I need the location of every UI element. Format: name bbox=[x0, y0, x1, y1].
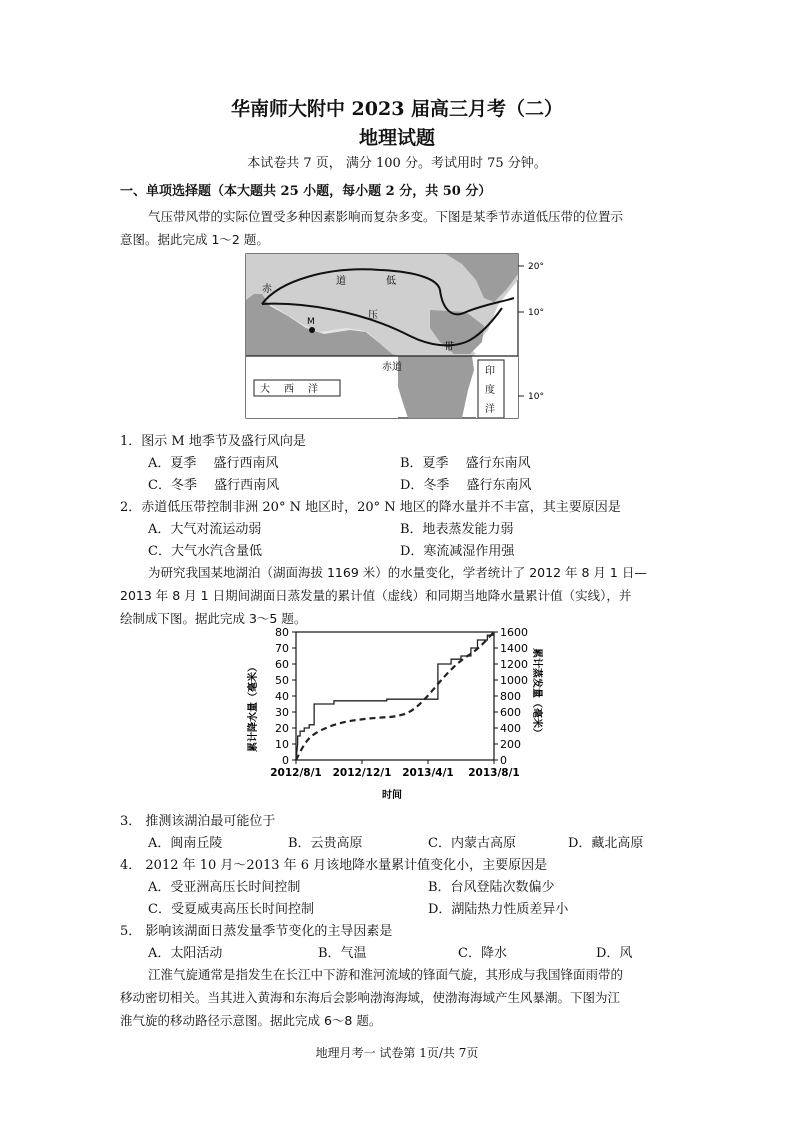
lat-20-label: 20° bbox=[528, 262, 544, 272]
y2-axis-title: 累计蒸发量（毫米） bbox=[531, 648, 542, 738]
q3-option-a[interactable]: A．闽南丘陵 bbox=[148, 836, 223, 851]
intro3-line3: 淮气旋的移动路径示意图。据此完成 6～8 题。 bbox=[120, 1013, 382, 1028]
intro2-line3: 绘制成下图。据此完成 3～5 题。 bbox=[120, 611, 307, 626]
q5-option-a[interactable]: A．太阳活动 bbox=[148, 946, 223, 961]
q3-option-d[interactable]: D．藏北高原 bbox=[568, 836, 644, 851]
belt-label-3: 低 bbox=[386, 276, 396, 287]
point-m-label: M bbox=[307, 317, 315, 327]
equator-label: 赤道 bbox=[382, 362, 402, 373]
indian-label-1: 印 bbox=[485, 366, 495, 377]
q4-option-b[interactable]: B．台风登陆次数偏少 bbox=[428, 880, 555, 895]
q4-option-d[interactable]: D．湖陆热力性质差异小 bbox=[428, 902, 569, 917]
equatorial-low-map bbox=[240, 250, 560, 422]
x-tick-label: 2013/8/1 bbox=[468, 767, 520, 779]
y-tick-label: 40 bbox=[275, 690, 289, 703]
x-tick-label: 2013/4/1 bbox=[402, 767, 454, 779]
y2-tick-label: 1600 bbox=[500, 626, 528, 639]
atlantic-label-1: 大 bbox=[260, 384, 270, 395]
y2-tick-label: 1400 bbox=[500, 642, 528, 655]
intro2-line2: 2013 年 8 月 1 日期间湖面日蒸发量的累计值（虚线）和同期当地降水量累计值（实线），并 bbox=[120, 588, 632, 603]
indian-label-2: 度 bbox=[485, 385, 495, 396]
q1-stem: 1．图示 M 地季节及盛行风向是 bbox=[120, 434, 306, 449]
intro3-line1: 江淮气旋通常是指发生在长江中下游和淮河流域的锋面气旋，其形成与我国锋面雨带的 bbox=[148, 967, 624, 982]
q1-option-a[interactable]: A．夏季 盛行西南风 bbox=[148, 456, 279, 471]
q1-option-b[interactable]: B．夏季 盛行东南风 bbox=[400, 456, 531, 471]
intro3-line2: 移动密切相关。当其进入黄海和东海后会影响渤海海域，使渤海海域产生风暴潮。下图为江 bbox=[120, 990, 621, 1005]
y2-tick-label: 1000 bbox=[500, 674, 528, 687]
lake-water-chart bbox=[240, 622, 560, 800]
q4-option-a[interactable]: A．受亚洲高压长时间控制 bbox=[148, 880, 301, 895]
q4-stem: 4． 2012 年 10 月～2013 年 6 月该地降水量累计值变化小，主要原因是 bbox=[120, 858, 548, 873]
q5-stem: 5． 影响该湖面日蒸发量季节变化的主导因素是 bbox=[120, 924, 393, 939]
belt-label-1: 赤 bbox=[262, 284, 272, 295]
y-tick-label: 60 bbox=[275, 658, 289, 671]
y-tick-label: 0 bbox=[282, 754, 289, 767]
atlantic-label-2: 西 bbox=[284, 384, 294, 395]
q3-stem: 3． 推测该湖泊最可能位于 bbox=[120, 814, 276, 829]
y2-tick-label: 0 bbox=[500, 754, 507, 767]
y2-tick-label: 1200 bbox=[500, 658, 528, 671]
precipitation-series-line bbox=[296, 635, 494, 760]
evaporation-series-line bbox=[296, 632, 494, 760]
q3-option-b[interactable]: B．云贵高原 bbox=[288, 836, 363, 851]
q3-option-c[interactable]: C．内蒙古高原 bbox=[428, 836, 516, 851]
q2-option-c[interactable]: C．大气水汽含量低 bbox=[148, 544, 262, 559]
y-axis-title: 累计降水量（毫米） bbox=[248, 662, 259, 752]
lat-10s-label: 10° bbox=[528, 392, 544, 402]
atlantic-label-3: 洋 bbox=[308, 384, 318, 395]
x-tick-label: 2012/8/1 bbox=[270, 767, 322, 779]
q4-option-c[interactable]: C．受夏威夷高压长时间控制 bbox=[148, 902, 314, 917]
x-tick-label: 2012/12/1 bbox=[332, 767, 392, 779]
y-tick-label: 80 bbox=[275, 626, 289, 639]
y-tick-label: 20 bbox=[275, 722, 289, 735]
q2-stem: 2．赤道低压带控制非洲 20° N 地区时，20° N 地区的降水量并不丰富，其主要原因是 bbox=[120, 500, 621, 515]
y2-tick-label: 600 bbox=[500, 706, 521, 719]
x-axis-title: 时间 bbox=[382, 790, 402, 800]
q1-option-d[interactable]: D．冬季 盛行东南风 bbox=[400, 478, 532, 493]
y-tick-label: 10 bbox=[275, 738, 289, 751]
y-tick-label: 50 bbox=[275, 674, 289, 687]
q2-option-b[interactable]: B．地表蒸发能力弱 bbox=[400, 522, 514, 537]
belt-label-4: 压 bbox=[368, 310, 378, 321]
q5-option-b[interactable]: B．气温 bbox=[318, 946, 367, 961]
lat-10n-label: 10° bbox=[528, 308, 544, 318]
exam-info: 本试卷共 7 页， 满分 100 分。考试用时 75 分钟。 bbox=[247, 156, 547, 171]
q2-option-d[interactable]: D．寒流减湿作用强 bbox=[400, 544, 515, 559]
y-tick-label: 70 bbox=[275, 642, 289, 655]
section-heading: 一、单项选择题（本大题共 25 小题，每小题 2 分，共 50 分） bbox=[120, 184, 492, 199]
q5-option-d[interactable]: D．风 bbox=[596, 946, 633, 961]
belt-label-5: 带 bbox=[444, 342, 454, 353]
page-subtitle: 地理试题 bbox=[358, 127, 435, 149]
y2-tick-label: 800 bbox=[500, 690, 521, 703]
indian-label-3: 洋 bbox=[485, 404, 495, 415]
q5-option-c[interactable]: C．降水 bbox=[458, 946, 507, 961]
q2-option-a[interactable]: A．大气对流运动弱 bbox=[148, 522, 262, 537]
intro1-line2: 意图。据此完成 1～2 题。 bbox=[120, 232, 269, 247]
y2-tick-label: 200 bbox=[500, 738, 521, 751]
belt-label-2: 道 bbox=[336, 276, 346, 287]
point-m-marker bbox=[309, 327, 315, 333]
q1-option-c[interactable]: C．冬季 盛行西南风 bbox=[148, 478, 280, 493]
page-title: 华南师大附中 2023 届高三月考（二） bbox=[230, 98, 564, 120]
y-tick-label: 30 bbox=[275, 706, 289, 719]
page-footer: 地理月考一 试卷第 1页/共 7页 bbox=[315, 1046, 479, 1060]
intro2-line1: 为研究我国某地湖泊（湖面海拔 1169 米）的水量变化，学者统计了 2012 年 8 月 1 日— bbox=[148, 565, 647, 580]
plot-frame bbox=[296, 632, 494, 760]
y2-tick-label: 400 bbox=[500, 722, 521, 735]
intro1-line1: 气压带风带的实际位置受多种因素影响而复杂多变。下图是某季节赤道低压带的位置示 bbox=[148, 209, 624, 224]
